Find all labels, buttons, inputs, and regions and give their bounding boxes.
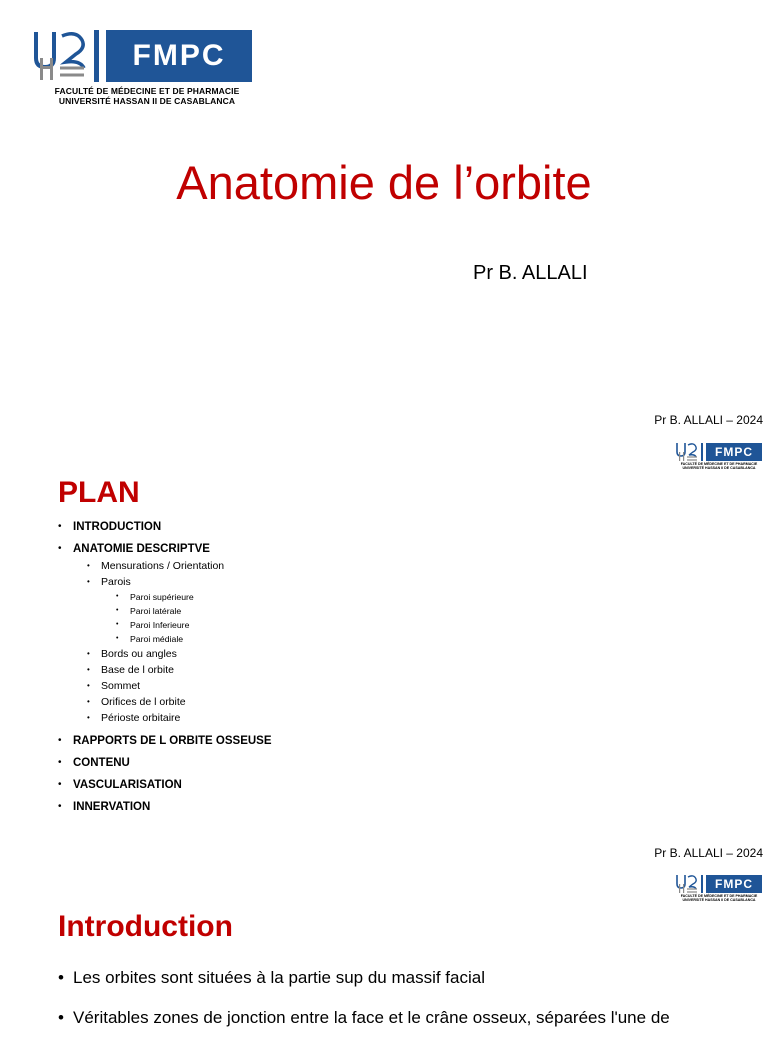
slide-footer: Pr B. ALLALI – 2024 [654, 413, 763, 427]
introduction-title: Introduction [58, 910, 233, 943]
plan-subitem: • Sommet [56, 678, 272, 694]
plan-subitem: • Base de l orbite [56, 662, 272, 678]
plan-subitem: • Périoste orbitaire [56, 710, 272, 726]
plan-title: PLAN [58, 476, 140, 509]
faculty-line-2: UNIVERSITÉ HASSAN II DE CASABLANCA [58, 96, 236, 106]
faculty-line-1: FACULTÉ DE MÉDECINE ET DE PHARMACIE [680, 894, 758, 898]
intro-bullet: • Véritables zones de jonction entre la face et le crâne osseux, séparées l'une de [58, 1008, 758, 1028]
plan-subsubitem: • Paroi latérale [56, 604, 272, 618]
plan-subitem: • Parois [56, 574, 272, 590]
intro-bullet: • Les orbites sont situées à la partie sup du massif facial [58, 968, 758, 988]
faculty-name [674, 894, 764, 902]
plan-slide [0, 440, 768, 860]
faculty-line-1: FACULTÉ DE MÉDECINE ET DE PHARMACIE [54, 86, 240, 96]
faculty-line-2: UNIVERSITÉ HASSAN II DE CASABLANCA [682, 898, 756, 903]
plan-item: • ANATOMIE DESCRIPTVE [56, 542, 272, 556]
faculty-line-2: UNIVERSITÉ HASSAN II DE CASABLANCA [682, 466, 756, 471]
plan-subitem: • Bords ou angles [56, 646, 272, 662]
plan-list [56, 520, 272, 822]
plan-subsubitem: • Paroi Inferieure [56, 618, 272, 632]
faculty-name [674, 462, 764, 470]
introduction-slide [0, 840, 768, 1027]
introduction-bullets [58, 968, 758, 1048]
faculty-line-1: FACULTÉ DE MÉDECINE ET DE PHARMACIE [680, 462, 758, 466]
fmpc-brand-text: FMPC [715, 445, 753, 459]
fmpc-logo [30, 28, 258, 116]
plan-item: • INNERVATION [56, 800, 272, 814]
fmpc-brand-text: FMPC [132, 39, 226, 72]
fmpc-logo-small [674, 442, 764, 480]
plan-item: • INTRODUCTION [56, 520, 272, 534]
plan-item: • RAPPORTS DE L ORBITE OSSEUSE [56, 734, 272, 748]
plan-subitem: • Orifices de l orbite [56, 694, 272, 710]
fmpc-brand-text: FMPC [715, 877, 753, 891]
plan-subsubitem: • Paroi supérieure [56, 590, 272, 604]
fmpc-logo-small [674, 874, 764, 912]
title-slide [0, 0, 768, 440]
slide-footer: Pr B. ALLALI – 2024 [654, 846, 763, 860]
plan-subsubitem: • Paroi médiale [56, 632, 272, 646]
faculty-name [32, 86, 262, 106]
slide-title: Anatomie de l’orbite [176, 156, 592, 209]
plan-subitem: • Mensurations / Orientation [56, 558, 272, 574]
plan-item: • CONTENU [56, 756, 272, 770]
author-name: Pr B. ALLALI [473, 262, 588, 284]
plan-item: • VASCULARISATION [56, 778, 272, 792]
